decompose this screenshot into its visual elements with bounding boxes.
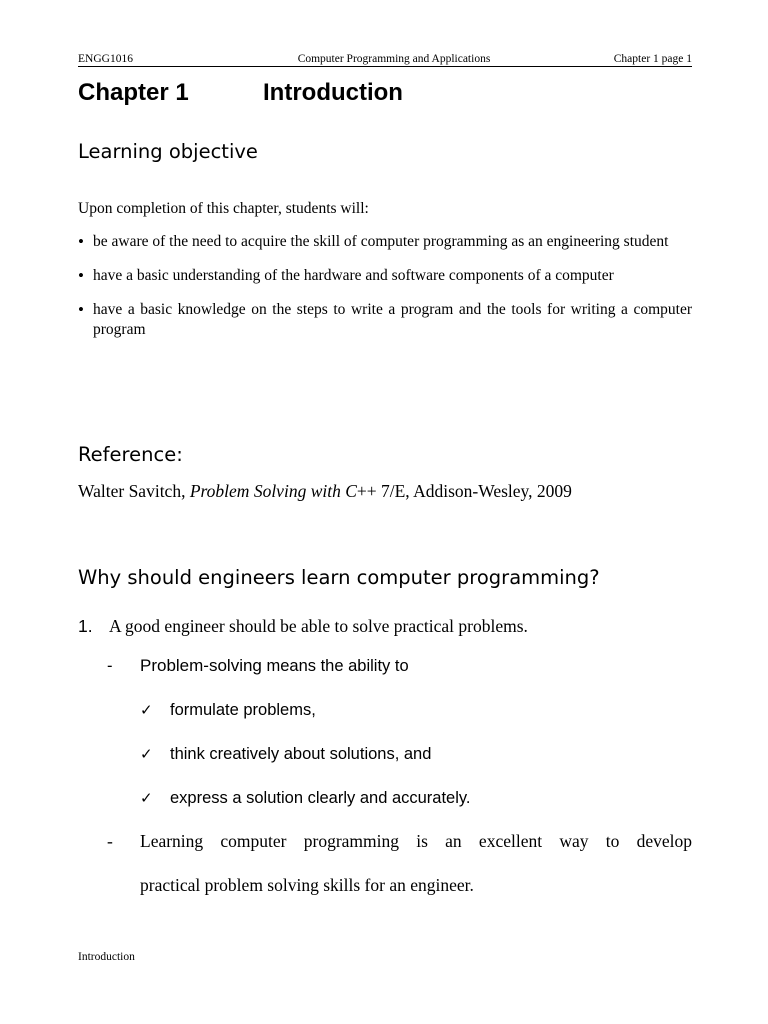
reference-book-title: Problem Solving with C: [189, 481, 357, 501]
ability-item: [140, 743, 431, 765]
dash-marker: -: [107, 831, 113, 851]
learning-objective-heading: Learning objective: [78, 140, 258, 163]
chapter-title: [78, 78, 403, 108]
chapter-name: Introduction: [263, 79, 403, 106]
reference-citation: [78, 480, 572, 502]
page-label: Chapter 1 page 1: [613, 53, 692, 65]
numbered-point: [78, 615, 528, 637]
list-item: [78, 232, 692, 252]
ability-text: formulate problems,: [170, 701, 316, 719]
problem-solving-term: Problem-solving: [140, 656, 262, 675]
ability-item: [140, 699, 316, 721]
why-heading: Why should engineers learn computer programming?: [78, 566, 600, 589]
chapter-number: Chapter 1: [78, 79, 189, 106]
objective-text: have a basic knowledge on the steps to write a program and the tools for writing a computer program: [93, 301, 692, 338]
running-header: [78, 52, 692, 66]
problem-solving-line: [107, 655, 409, 677]
objective-text: be aware of the need to acquire the skill of computer programming as an engineering student: [93, 233, 669, 250]
objective-text: have a basic understanding of the hardware and software components of a computer: [93, 267, 614, 284]
ability-text: think creatively about solutions, and: [170, 745, 432, 763]
bullet-icon: •: [78, 300, 84, 319]
course-name: Computer Programming and Applications: [297, 53, 491, 65]
point-text: A good engineer should be able to solve practical problems.: [109, 616, 528, 636]
ability-item: [140, 787, 471, 809]
checkmark-icon: ✓: [140, 789, 153, 807]
running-footer: Introduction: [78, 951, 135, 963]
closing-line-2: practical problem solving skills for an engineer.: [140, 875, 474, 895]
bullet-icon: •: [78, 266, 84, 285]
point-number: 1.: [78, 616, 93, 636]
checkmark-icon: ✓: [140, 701, 153, 719]
dash-marker: -: [107, 657, 113, 675]
checkmark-icon: ✓: [140, 745, 153, 763]
objective-list: [78, 232, 692, 354]
list-item: [78, 266, 692, 286]
reference-details: ++ 7/E, Addison-Wesley, 2009: [356, 481, 572, 501]
list-item: [78, 300, 692, 340]
closing-line-1: Learning computer programming is an excellent way to develop: [140, 831, 692, 851]
bullet-icon: •: [78, 232, 84, 251]
course-code: ENGG1016: [78, 53, 133, 65]
objective-intro: Upon completion of this chapter, students will:: [78, 200, 369, 217]
reference-author: Walter Savitch,: [78, 481, 190, 501]
ability-text: express a solution clearly and accurately.: [170, 789, 471, 807]
reference-heading: Reference:: [78, 443, 183, 466]
problem-solving-rest: means the ability to: [261, 657, 409, 675]
header-rule: [78, 66, 692, 67]
